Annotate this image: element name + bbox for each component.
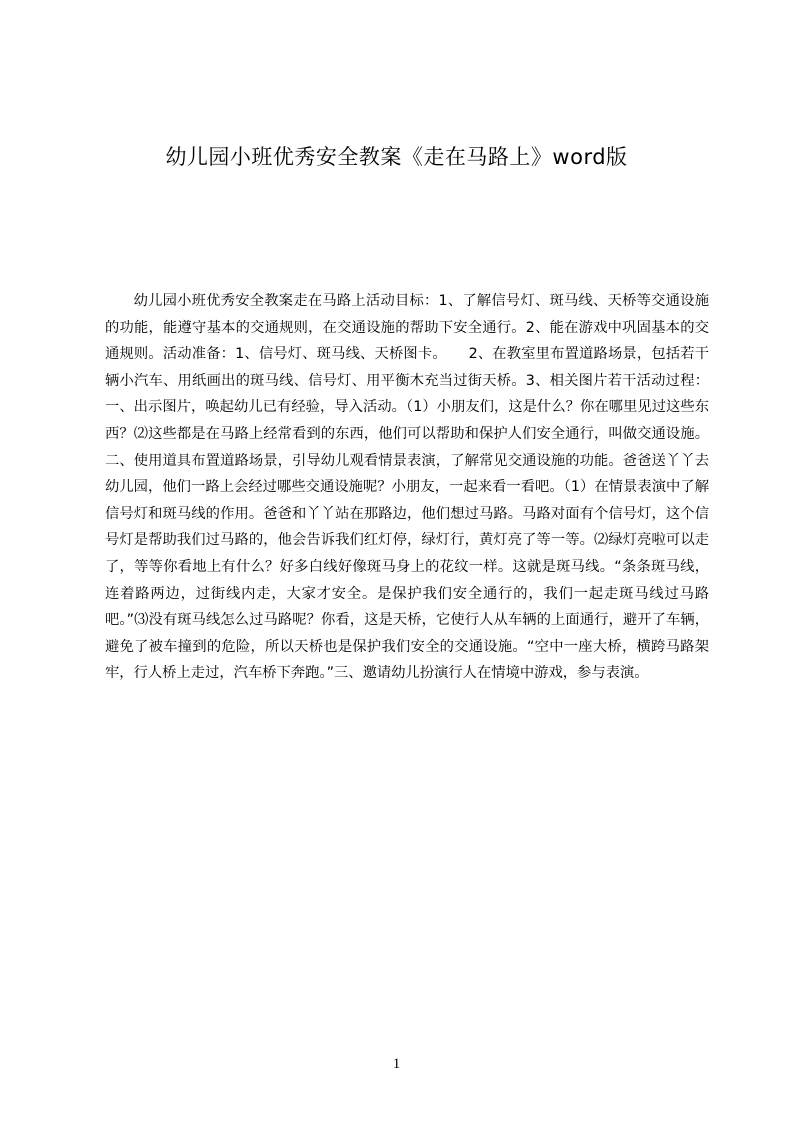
document-title: 幼儿园小班优秀安全教案《走在马路上》word版 — [165, 145, 628, 169]
page-number: 1 — [392, 1056, 401, 1072]
lesson-plan-body: 幼儿园小班优秀安全教案走在马路上活动目标：1、了解信号灯、斑马线、天桥等交通设施的功能，能遵守基本的交通规则，在交通设施的帮助下安全通行。2、能在游戏中巩固基本的交通规则。活动准备：1、信号灯、斑马线、天桥图卡。 2、在教室里布置道路场景，包括若干辆小汽车、用纸画出的斑马线、信号灯、用平衡木充当过街天桥。3、相关图片若干活动过程：一、出示图片，唤起幼儿已有经验，导入活动。（1）小朋友们，这是什么？你在哪里见过这些东西？⑵这些都是在马路上经常看到的东西，他们可以帮助和保护人们安全通行，叫做交通设施。二、使用道具布置道路场景，引导幼儿观看情景表演，了解常见交通设施的功能。爸爸送丫丫去幼儿园，他们一路上会经过哪些交通设施呢？小朋友，一起来看一看吧。（1）在情景表演中了解信号灯和斑马线的作用。爸爸和丫丫站在那路边，他们想过马路。马路对面有个信号灯，这个信号灯是帮助我们过马路的，他会告诉我们红灯停，绿灯行，黄灯亮了等一等。⑵绿灯亮啦可以走了，等等你看地上有什么？好多白线好像斑马身上的花纹一样。这就是斑马线。“条条斑马线，连着路两边，过街线内走，大家才安全。是保护我们安全通行的，我们一起走斑马线过马路吧。”⑶没有斑马线怎么过马路呢？你看，这是天桥，它使行人从车辆的上面通行，避开了车辆，避免了被车撞到的危险，所以天桥也是保护我们安全的交通设施。“空中一座大桥，横跨马路架牢，行人桥上走过，汽车桥下奔跑。”三、邀请幼儿扮演行人在情境中游戏，参与表演。 — [105, 293, 709, 682]
